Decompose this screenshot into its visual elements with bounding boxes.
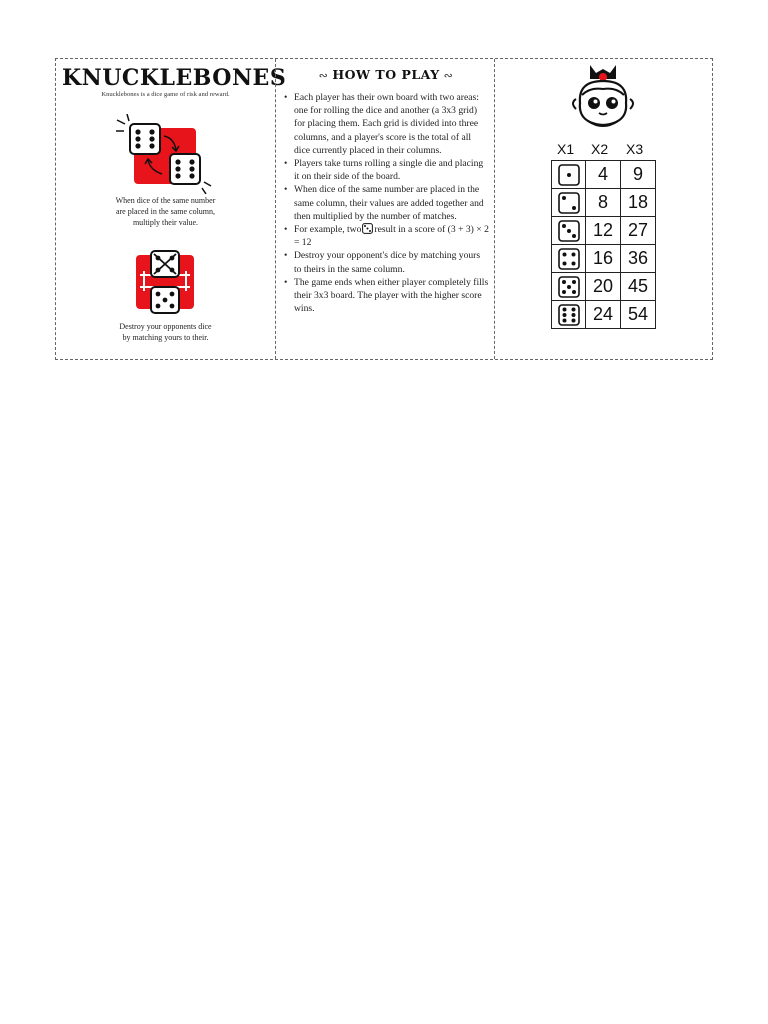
rule-item: • When dice of the same number are placed in the same column, their values are added together and then multiplied by the number of matches.	[284, 183, 489, 223]
score-x3: 18	[621, 189, 656, 217]
score-x2: 16	[586, 245, 621, 273]
multiply-caption: When dice of the same number are placed in the same column, multiply their value.	[115, 196, 216, 227]
rule-item: • Destroy your opponent's dice by matching yours to theirs in the same column.	[284, 249, 489, 275]
die-cell	[552, 245, 586, 273]
score-multiplier-table	[551, 160, 656, 329]
score-x2: 8	[586, 189, 621, 217]
die-three-icon	[362, 223, 373, 234]
die-cell	[552, 161, 586, 189]
score-x3: 9	[621, 161, 656, 189]
rule-item: • The game ends when either player completely fills their 3x3 board. The player with the higher score wins.	[284, 276, 489, 316]
die-two-icon	[558, 192, 580, 214]
flourish-right-icon: ∾	[443, 69, 454, 82]
flourish-left-icon: ∾	[318, 69, 329, 82]
table-row	[552, 161, 656, 189]
destroy-caption: Destroy your opponents dice by matching yours to their.	[119, 322, 212, 342]
lamb-mascot-icon	[570, 63, 636, 133]
score-x3: 54	[621, 301, 656, 329]
score-x2: 20	[586, 273, 621, 301]
multiply-dice-illustration	[114, 114, 214, 194]
die-six-icon	[130, 124, 160, 154]
column-header-x1: X1	[557, 141, 575, 157]
die-five-icon	[151, 287, 179, 313]
scoring-panel	[494, 59, 712, 359]
die-cell	[552, 189, 586, 217]
rule-item: • Each player has their own board with two areas: one for rolling the dice and another (a 3x3 grid) for placing them. Each grid is divided into three columns, and a player's score is the total of all dice currently placed in their columns.	[284, 91, 489, 157]
table-row	[552, 273, 656, 301]
die-three-icon	[558, 220, 580, 242]
score-x3: 45	[621, 273, 656, 301]
intro-panel	[56, 59, 287, 359]
die-four-icon	[558, 248, 580, 270]
game-title: KNUCKLEBONES	[62, 65, 287, 91]
reference-card	[55, 58, 713, 360]
die-six-icon	[170, 154, 200, 184]
table-row	[552, 301, 656, 329]
die-six-icon	[558, 304, 580, 326]
rule-item: • Players take turns rolling a single die and placing it on their side of the board.	[284, 157, 489, 183]
column-header-x2: X2	[591, 141, 609, 157]
table-row	[552, 217, 656, 245]
die-one-icon	[558, 164, 580, 186]
die-cell	[552, 273, 586, 301]
score-x2: 4	[586, 161, 621, 189]
table-row	[552, 189, 656, 217]
score-x3: 36	[621, 245, 656, 273]
die-five-icon	[558, 276, 580, 298]
score-x2: 12	[586, 217, 621, 245]
tagline: Knucklebones is a dice game of risk and reward.	[101, 91, 230, 98]
rules-panel	[275, 59, 494, 359]
rules-list	[284, 91, 489, 315]
destroy-dice-illustration	[134, 249, 198, 315]
score-x3: 27	[621, 217, 656, 245]
die-cell	[552, 301, 586, 329]
how-to-play-heading: ∾ HOW TO PLAY ∾	[318, 67, 454, 82]
column-header-x3: X3	[626, 141, 644, 157]
rule-item: • For example, two result in a score of (3 + 3) × 2 = 12	[284, 223, 489, 249]
crossed-die-icon	[151, 251, 179, 277]
die-cell	[552, 217, 586, 245]
score-x2: 24	[586, 301, 621, 329]
table-row	[552, 245, 656, 273]
